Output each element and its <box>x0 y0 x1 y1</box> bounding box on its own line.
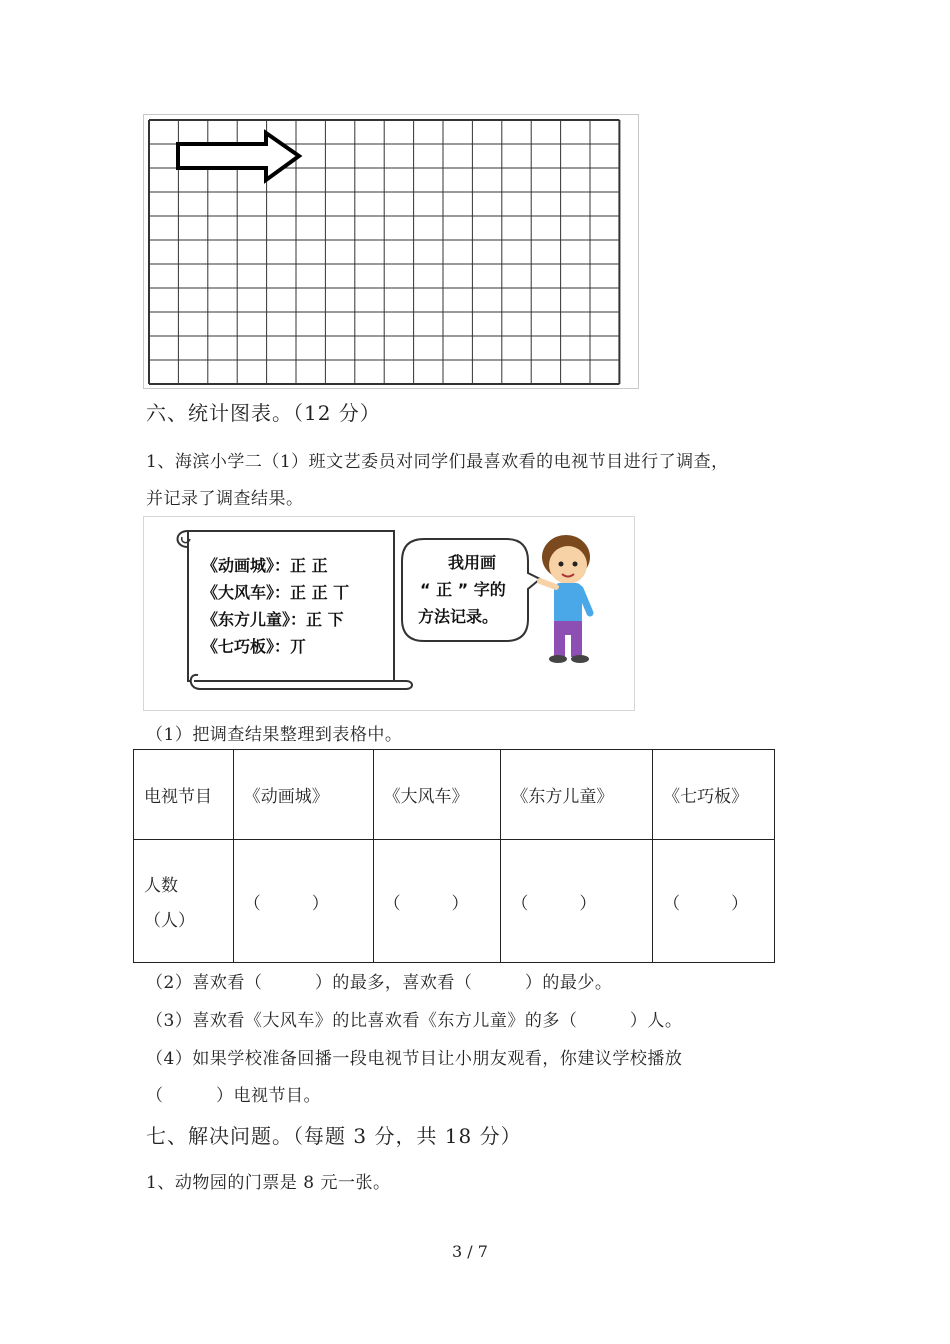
table-count-row <box>134 840 775 963</box>
sub-question-4-line-1: （4）如果学校准备回播一段电视节目让小朋友观看，你建议学校播放 <box>146 1049 683 1069</box>
tally-row-1: 《动画城》：正 正 <box>202 556 328 575</box>
program-cell: 《东方儿童》 <box>501 750 653 840</box>
boy-figure <box>540 535 590 663</box>
sub-question-3: （3）喜欢看《大风车》的比喜欢看《东方儿童》的多（ ）人。 <box>146 1011 683 1031</box>
answer-cell[interactable] <box>373 840 501 963</box>
tally-row-2: 《大风车》：正 正 丅 <box>202 583 350 602</box>
section-7-heading: 七、解决问题。（每题 3 分，共 18 分） <box>146 1124 522 1148</box>
header-label-cell: 电视节目 <box>134 750 234 840</box>
row-label-line-1: 人数 <box>144 876 178 896</box>
program-cell: 《七巧板》 <box>653 750 775 840</box>
program-cell: 《大风车》 <box>373 750 501 840</box>
sub-question-1: （1）把调查结果整理到表格中。 <box>146 725 403 745</box>
sub-question-4-line-2: （ ）电视节目。 <box>146 1086 321 1106</box>
tally-illustration <box>143 516 635 711</box>
grid-figure <box>143 114 639 389</box>
tally-row-4: 《七巧板》：丌 <box>202 637 307 656</box>
answer-blank[interactable]: （ ） <box>511 893 597 914</box>
answer-cell[interactable] <box>653 840 775 963</box>
page-number: 3 / 7 <box>452 1242 488 1261</box>
section-7-question-1: 1、动物园的门票是 8 元一张。 <box>146 1173 391 1193</box>
answer-blank[interactable]: （ ） <box>383 893 469 914</box>
table-header-row <box>134 750 775 840</box>
answer-cell[interactable] <box>501 840 653 963</box>
program-cell: 《动画城》 <box>233 750 373 840</box>
answer-blank[interactable]: （ ） <box>663 893 749 914</box>
bubble-line-1: 我用画 <box>448 553 497 572</box>
answer-blank[interactable]: （ ） <box>243 893 329 914</box>
arrow-shape <box>178 133 299 180</box>
question-1-line-2: 并记录了调查结果。 <box>146 489 304 509</box>
tally-row-3: 《东方儿童》：正 下 <box>202 610 344 629</box>
question-1-line-1: 1、海滨小学二（1）班文艺委员对同学们最喜欢看的电视节目进行了调查， <box>146 452 729 472</box>
answer-cell[interactable] <box>233 840 373 963</box>
tv-program-table <box>133 749 775 963</box>
sub-question-2: （2）喜欢看（ ）的最多，喜欢看（ ）的最少。 <box>146 973 613 993</box>
row-label-cell <box>134 840 234 963</box>
section-6-heading: 六、统计图表。（12 分） <box>146 401 381 425</box>
row-label-line-2: （人） <box>144 911 195 931</box>
bubble-line-2: “ 正 ” 字的 <box>420 580 506 599</box>
bubble-line-3: 方法记录。 <box>418 607 499 626</box>
grid-drawing <box>144 115 638 388</box>
